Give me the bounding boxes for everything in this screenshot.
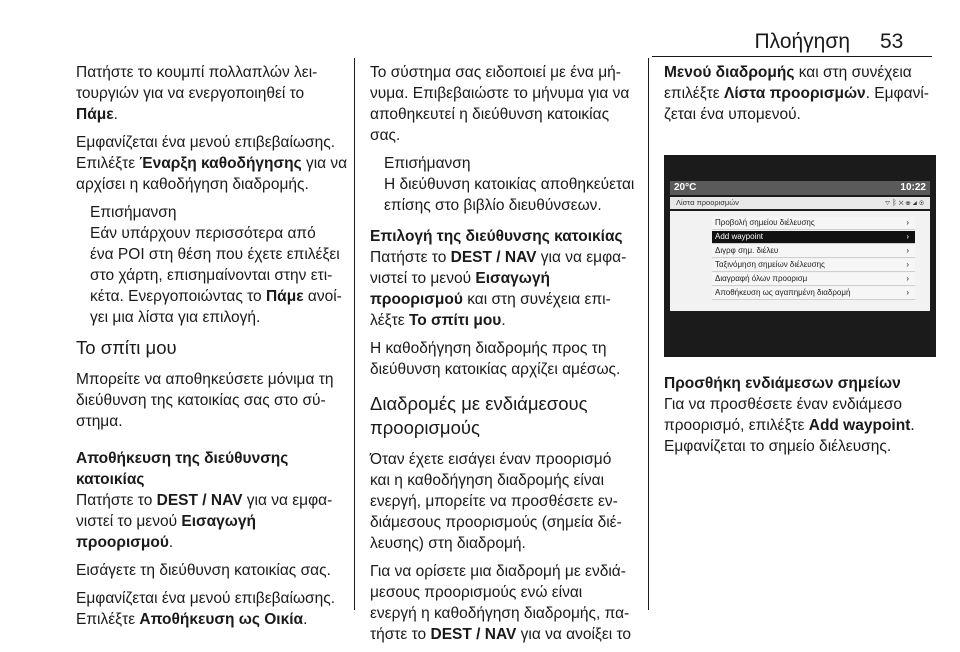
mute-icon: ✕: [898, 198, 906, 207]
bluetooth-icon: ᛒ: [891, 198, 899, 207]
header-rule: [652, 56, 932, 57]
paragraph-route-menu: Μενού διαδρομής και στη συνέχεια επιλέξτε Λίστα προορισμών. Εμφανί- ζεται ένα υπομενού.: [664, 64, 929, 123]
paragraph-guidance-starts: Η καθοδήγηση διαδρομής προς τη διεύθυνση κατοικίας αρχίζει αμέσως.: [370, 340, 621, 378]
chevron-right-icon: ›: [906, 246, 909, 255]
page-header: [0, 0, 960, 58]
chevron-right-icon: ›: [906, 232, 909, 241]
screen-menu-item[interactable]: Διαγραφή όλων προορισμ ›: [712, 273, 915, 286]
column-3: [664, 62, 939, 464]
paragraph-select-home: Πατήστε το DEST / NAV για να εμφα- νιστεί το μενού Εισαγωγή προορισμού και στη συνέχεια επι- λέξτε Το σπίτι μου.: [370, 249, 627, 329]
screen-temperature: 20°C: [674, 182, 697, 193]
note-address-book: Επισήμανση Η διεύθυνση κατοικίας αποθηκεύεται επίσης στο βιβλίο διευθύνσεων.: [384, 153, 645, 216]
paragraph-add-waypoint: Για να προσθέσετε έναν ενδιάμεσο προορισμό, επιλέξτε Add waypoint. Εμφανίζεται το σημείο διέλευσης.: [664, 396, 915, 455]
screen-menu-item[interactable]: Διγρφ σημ. διέλευ ›: [712, 245, 915, 258]
paragraph-waypoints-intro: Όταν έχετε εισάγει έναν προορισμό και η καθοδήγηση διαδρομής είναι ενεργή, μπορείτε να προσθέσετε εν- διάμεσους προορισμούς (σημεία διέ- λευσης) στη διαδρομή.: [370, 451, 622, 552]
chevron-right-icon: ›: [906, 218, 909, 227]
column-divider-1: [354, 58, 355, 610]
section-title: Πλοήγηση: [754, 30, 850, 53]
chevron-right-icon: ›: [906, 274, 909, 283]
infotainment-screenshot: [664, 155, 936, 357]
heading-save-home: Αποθήκευση της διεύθυνσης κατοικίας: [76, 450, 289, 488]
heading-add-waypoints: Προσθήκη ενδιάμεσων σημείων: [664, 375, 901, 392]
screen-status-bar: [670, 181, 930, 195]
paragraph-define-route: Για να ορίσετε μια διαδρομή με ενδιά- μεσους προορισμούς ενώ είναι ενεργή η καθοδήγηση διαδρομής, πα- τήστε το DEST / NAV για να ανοίξει το: [370, 563, 632, 643]
paragraph-notify: Το σύστημα σας ειδοποιεί με ένα μή- νυμα. Επιβεβαιώστε το μήνυμα για να αποθηκευτεί η διεύθυνση κατοικίας σας.: [370, 64, 630, 144]
gps-icon: ◉: [919, 198, 926, 207]
screen-menu-item[interactable]: Ταξινόμηση σημείων διέλευσης ›: [712, 259, 915, 272]
screen-clock: 10:22: [900, 182, 926, 193]
note-title: Επισήμανση: [384, 155, 471, 172]
heading-select-home: Επιλογή της διεύθυνσης κατοικίας: [370, 228, 623, 245]
screen-menu-item[interactable]: Προβολή σημείου διέλευσης ›: [712, 217, 915, 230]
chevron-right-icon: ›: [906, 260, 909, 269]
page-number: 53: [880, 30, 904, 53]
paragraph-press-dest: Πατήστε το DEST / NAV για να εμφα- νιστεί το μενού Εισαγωγή προορισμού.: [76, 492, 333, 551]
heading-home: Το σπίτι μου: [76, 337, 177, 358]
paragraph-activate: Πατήστε το κουμπί πολλαπλών λει- τουργιών για να ενεργοποιηθεί το Πάμε.: [76, 64, 318, 123]
phone-icon: ☏: [905, 198, 913, 207]
paragraph-enter-address: Εισάγετε τη διεύθυνση κατοικίας σας.: [76, 562, 331, 579]
note-title: Επισήμανση: [90, 204, 177, 221]
signal-icon: ◢: [912, 198, 920, 207]
column-2: [370, 62, 645, 652]
screen-menu-list: [670, 211, 930, 311]
screen-title: Λίστα προορισμών: [676, 198, 739, 207]
screen-menu-item-selected[interactable]: Add waypoint ›: [712, 231, 915, 244]
filter-icon: ▽: [885, 198, 892, 207]
note-poi: Επισήμανση Εάν υπάρχουν περισσότερα από ένα POI στη θέση που έχετε επιλέξει στο χάρτη, επισημαίνονται στην ετι- κέτα. Ενεργοποιώντας το Πάμε ανοί- γει μια λίστα για επιλογή.: [90, 202, 351, 328]
column-divider-2: [648, 58, 649, 610]
heading-waypoint-routes: Διαδρομές με ενδιάμεσους προορισμούς: [370, 393, 588, 438]
paragraph-confirm: Εμφανίζεται ένα μενού επιβεβαίωσης. Επιλέξτε Έναρξη καθοδήγησης για να αρχίσει η καθοδήγηση διαδρομής.: [76, 134, 348, 193]
column-1: [76, 62, 351, 637]
chevron-right-icon: ›: [906, 288, 909, 297]
paragraph-home-intro: Μπορείτε να αποθηκεύσετε μόνιμα τη διεύθυνση της κατοικίας σας στο σύ- στημα.: [76, 371, 334, 430]
screen-menu-item[interactable]: Αποθήκευση ως αγαπημένη διαδρομή ›: [712, 287, 915, 300]
paragraph-save-home: Εμφανίζεται ένα μενού επιβεβαίωσης. Επιλέξτε Αποθήκευση ως Οικία.: [76, 590, 336, 628]
screen-status-icons: [885, 197, 926, 209]
